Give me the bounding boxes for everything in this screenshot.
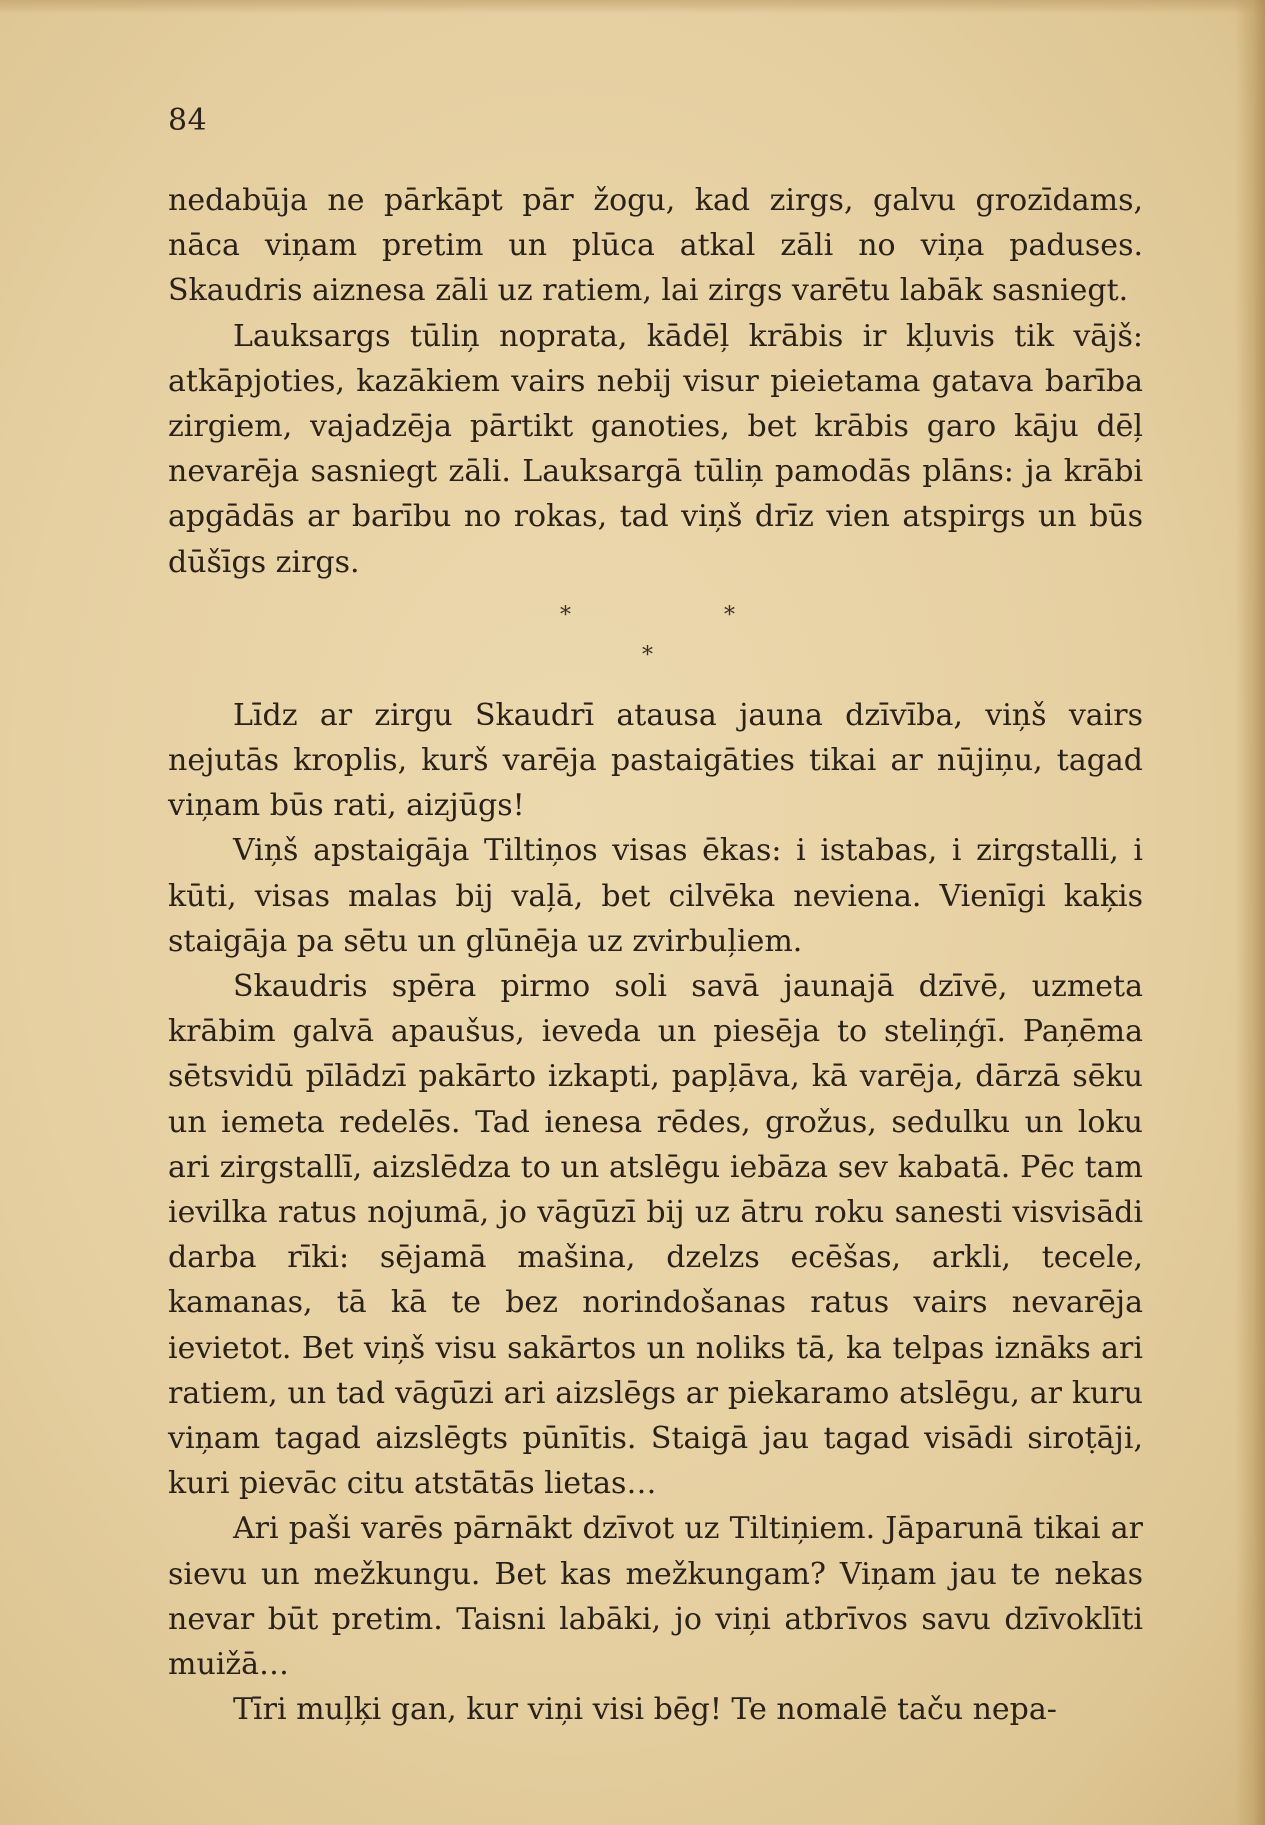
asterism-star-1: * [560, 602, 571, 628]
paragraph-2: Lauksargs tūliņ noprata, kādēļ krābis ir kļuvis tik vājš: atkāpjoties, kazākiem vairs nebij visur pieietama gatava barība zirgiem, vajadzēja pārtikt ganoties, bet krābis garo kāju dēļ nevarēja sasniegt zāli. Lauksargā tūliņ pamodās plāns: ja krābi apgādās ar barību no rokas, tad viņš drīz vien atspirgs un būs dūšīgs zirgs. [168, 318, 1143, 580]
asterism-star-2: * [724, 602, 735, 628]
paragraph-3: Līdz ar zirgu Skaudrī atausa jauna dzīvība, viņš vairs nejutās kroplis, kurš varēja pastaigāties tikai ar nūjiņu, tagad viņam būs rati, aizjūgs! [168, 697, 1143, 824]
paragraph-1: nedabūja ne pārkāpt pār žogu, kad zirgs, galvu grozīdams, nāca viņam pretim un plūca atkal zāli no viņa paduses. Skaudris aiznesa zāli uz ratiem, lai zirgs varētu labāk sasniegt. [168, 183, 1143, 309]
paragraph-5: Skaudris spēra pirmo soli savā jaunajā dzīvē, uzmeta krābim galvā apaušus, ieveda un piesēja to steliņģī. Paņēma sētsvidū pīlādzī pakārto izkapti, papļāva, kā varēja, dārzā sēku un iemeta redelēs. Tad ienesa rēdes, grožus, sedulku un loku ari zirgstallī, aizslēdza to un atslēgu iebāza sev kabatā. Pēc tam ievilka ratus nojumā, jo vāgūzī bij uz ātru roku sanesti visvisādi darba rīki: sējamā mašina, dzelzs ecēšas, arkli, tecele, kamanas, tā kā te bez norindošanas ratus vairs nevarēja ievietot. Bet viņš visu sakārtos un noliks tā, ka telpas iznāks ari ratiem, un tad vāgūzi ari aizslēgs ar piekaramo atslēgu, ar kuru viņam tagad aizslēgts pūnītis. Staigā jau tagad visādi siroṭāji, kuri pievāc citu atstātās lietas… [168, 969, 1143, 1502]
body-text [168, 178, 1143, 1733]
asterism-star-3: * [642, 642, 653, 668]
page-number: 84 [168, 103, 208, 138]
paragraph-4: Viņš apstaigāja Tiltiņos visas ēkas: i istabas, i zirgstalli, i kūti, visas malas bij vaļā, bet cilvēka neviena. Vienīgi kaķis staigāja pa sētu un glūnēja uz zvirbuļiem. [168, 833, 1143, 959]
paragraph-6: Ari paši varēs pārnākt dzīvot uz Tiltiņiem. Jāparunā tikai ar sievu un mežkungu. Bet kas mežkungam? Viņam jau te nekas nevar būt pretim. Taisni labāki, jo viņi atbrīvos savu dzīvoklīti muižā… [168, 1511, 1143, 1683]
page-edge-shadow [1235, 0, 1265, 1825]
page-top-shadow [0, 0, 1265, 14]
section-divider-asterism [168, 585, 1143, 693]
paragraph-7: Tīri muļķi gan, kur viņi visi bēg! Te nomalē taču nepa- [233, 1692, 1057, 1728]
